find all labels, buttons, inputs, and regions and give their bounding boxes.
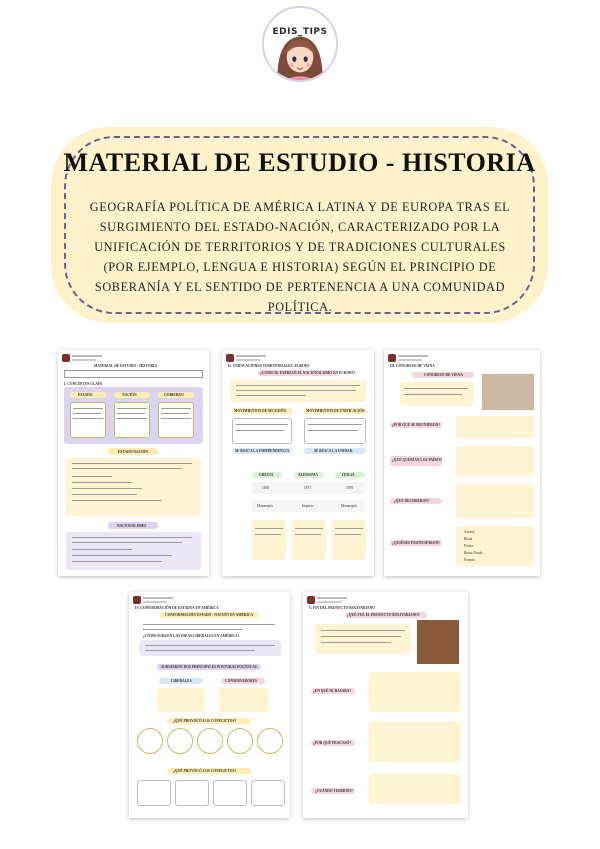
preview-question: ¿CÓMO SE EXPRESÓ EL NACIONALISMO EN EUROPA? bbox=[260, 371, 356, 375]
country-italia: ITALIA bbox=[342, 473, 355, 477]
preview-page-3 bbox=[384, 350, 540, 576]
posture-conservadores: CONSERVADORES bbox=[225, 679, 257, 683]
school-logo-icon bbox=[388, 354, 428, 362]
preview-question: ¿CÓMO SURGEN LAS IDEAS LIBERALES EN AMÉRICA? bbox=[143, 634, 240, 638]
movement-unification: MOVIMIENTOS DE UNIFICACIÓN bbox=[306, 409, 365, 413]
preview-page-4 bbox=[129, 592, 290, 818]
page-title: MATERIAL DE ESTUDIO - HISTORIA bbox=[63, 148, 536, 177]
concept-gobierno: GOBIERNO bbox=[164, 393, 184, 397]
preview-page-2 bbox=[222, 350, 374, 576]
preview-section: II. UNIFICACIONES TERRITORIALES: EUROPA bbox=[228, 364, 310, 368]
year-alemania: 1871 bbox=[304, 486, 312, 490]
conflicts-heading-1: ¿QUÉ PROVOCÓ LOS CONFLICTOS? bbox=[173, 719, 237, 723]
row-basis: ¿EN QUÉ SE BASABA? bbox=[313, 689, 352, 693]
participant-1: Austria bbox=[464, 530, 475, 534]
school-logo-icon bbox=[133, 596, 173, 604]
brand-logo bbox=[262, 6, 338, 82]
participant-3: Prusia bbox=[464, 544, 473, 548]
row-failure: ¿POR QUÉ FRACASÓ? bbox=[313, 741, 352, 745]
question-1: ¿POR QUÉ SE REUNIERON? bbox=[392, 423, 441, 427]
participant-5: Francia bbox=[464, 558, 475, 562]
conflicts-heading-2: ¿QUÉ PROVOCÓ LOS CONFLICTOS? bbox=[173, 769, 237, 773]
preview-header: CONGRESO DE VIENA bbox=[424, 373, 463, 377]
girl-avatar-icon bbox=[264, 8, 336, 80]
preview-section: III. CONGRESO DE VIENA bbox=[390, 364, 435, 368]
country-alemania: ALEMANIA bbox=[298, 473, 318, 477]
participant-2: Rusia bbox=[464, 537, 473, 541]
regime-italia: Monarquía bbox=[341, 504, 357, 508]
preview-heading: MATERIAL DE ESTUDIO - HISTORIA bbox=[94, 364, 158, 368]
preview-section: IV. CONFORMACIÓN DE ESTADOS EN AMÉRICA bbox=[135, 606, 219, 610]
posture-liberales: LIBERALES bbox=[171, 679, 192, 683]
page-subtitle: GEOGRAFÍA POLÍTICA DE AMÉRICA LATINA Y DE EUROPA TRAS EL SURGIMIENTO DEL ESTADO-NACIÓN, CARACTERIZADO POR LA UNIFICACIÓN DE TERRITORIOS Y DE TRADICIONES CULTURALES (POR EJEMPLO, LENGUA E HISTORIA) SEGÚN EL PRINCIPIO DE SOBERANÍA Y EL SENTIDO DE PERTENENCIA A UNA COMUNIDAD POLÍTICA. bbox=[89, 200, 511, 314]
objective-box bbox=[64, 370, 203, 378]
question-3: ¿QUÉ DECIDIERON? bbox=[394, 499, 430, 503]
country-grecia: GRECIA bbox=[259, 473, 274, 477]
logo-text: EDIS_TIPS bbox=[272, 27, 328, 37]
school-logo-icon bbox=[307, 596, 347, 604]
concept-estado: ESTADO bbox=[78, 393, 93, 397]
bolivar-portrait bbox=[417, 620, 459, 664]
preview-question: ¿QUÉ FUE EL PROYECTO BOLIVARIANO? bbox=[347, 613, 420, 617]
box-nacionalismo: NACIONALISMO bbox=[117, 523, 147, 528]
preview-page-5 bbox=[303, 592, 468, 818]
row-end: ¿CUÁNDO TERMINÓ? bbox=[315, 789, 353, 793]
year-italia: 1870 bbox=[346, 486, 354, 490]
question-2: ¿QUÉ QUERÍAN LOS PAÍSES? bbox=[392, 458, 443, 462]
regime-grecia: Monarquía bbox=[257, 504, 273, 508]
box-estado-nacion: ESTADO NACIÓN bbox=[118, 449, 148, 454]
concept-nacion: NACIÓN bbox=[122, 393, 137, 397]
result-independence: SE BUSCA LA INDEPENDENCIA bbox=[235, 449, 290, 453]
year-grecia: 1830 bbox=[262, 486, 270, 490]
congress-painting bbox=[482, 374, 534, 410]
postures-heading: SURGIERON DOS PRINCIPALES POSTURAS POLÍTICAS bbox=[161, 665, 257, 669]
preview-section: V. FIN DEL PROYECTO BOLIVARIANO bbox=[309, 606, 375, 610]
preview-header: CONFORMACIÓN ESTADO - NACIÓN EN AMÉRICA bbox=[165, 613, 254, 617]
regime-alemania: Imperio bbox=[302, 504, 314, 508]
school-logo-icon bbox=[226, 354, 266, 362]
movement-secession: MOVIMIENTOS DE SECESIÓN bbox=[234, 409, 287, 413]
result-unity: SE BUSCA LA UNIDAD. bbox=[314, 449, 354, 453]
preview-page-1 bbox=[58, 350, 209, 576]
school-logo-icon bbox=[62, 354, 102, 362]
preview-section: I. CONCEPTOS CLAVE bbox=[64, 382, 103, 386]
question-4: ¿QUIÉNES PARTICIPARON? bbox=[392, 541, 440, 545]
participant-4: Reino Unido bbox=[464, 551, 483, 555]
